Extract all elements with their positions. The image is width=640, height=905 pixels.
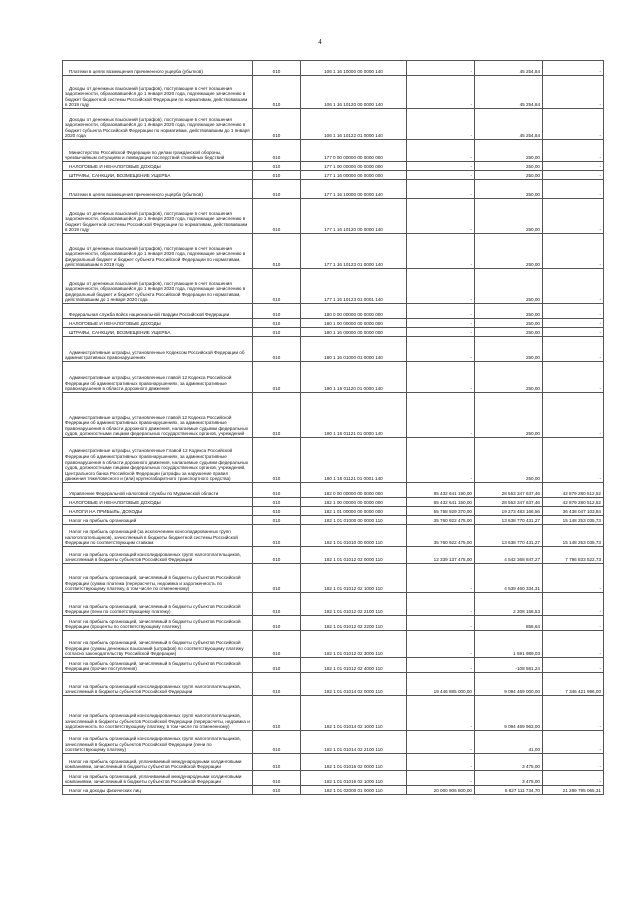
row-name-cell: Налог на прибыль организаций (63, 516, 253, 525)
row-name-cell: Налог на прибыль организаций, зачисляемый в бюджеты субъектов Российской Федерации (суммы денежных взысканий (штрафов) по соответствующему платежу согласно законодательству Российской Федерации) (63, 631, 253, 658)
table-row (63, 731, 604, 754)
row-rest-cell: - (543, 616, 604, 631)
row-rest-cell: - (543, 140, 604, 162)
row-plan-cell: 12 339 137 475,00 (407, 547, 475, 564)
row-rest-cell: - (543, 696, 604, 731)
row-exec-cell: 19 273 483 166,56 (475, 507, 543, 516)
row-code-cell: 010 (253, 109, 301, 140)
row-plan-cell: - (407, 438, 475, 483)
row-exec-cell: 13 638 770 431,27 (475, 525, 543, 547)
row-code-cell: 010 (253, 269, 301, 304)
table-body (63, 61, 604, 795)
row-exec-cell: 28 553 347 637,46 (475, 483, 543, 498)
row-name-cell: Доходы от денежных взысканий (штрафов), поступающие в счет погашения задолженности, образовавшейся до 1 января 2020 года, подлежащие зачислению в федеральный бюджет и бюджет субъекта Российской Федерации по нормативам, действовавшим до 1 января 2020 года (63, 269, 253, 304)
row-plan-cell: 35 760 922 475,00 (407, 516, 475, 525)
page-number: 4 (318, 38, 322, 46)
row-name-cell: Административные штрафы, установленные главой 12 Кодекса Российской Федерации об административных правонарушениях, за административные правонарушения в области дорожного движения, налагаемые судьями федеральных судов, должностными лицами федеральных государственных органов, учреждений (63, 393, 253, 438)
row-exec-cell: 3 475,00 (475, 771, 543, 786)
row-rest-cell: - (543, 731, 604, 754)
row-plan-cell: - (407, 658, 475, 673)
row-exec-cell: 28 553 347 637,46 (475, 498, 543, 507)
row-kbk-cell: 177 1 16 10000 00 0000 140 (301, 180, 407, 199)
row-exec-cell: -108 581,24 (475, 658, 543, 673)
row-kbk-cell: 182 1 00 00000 00 0000 000 (301, 498, 407, 507)
row-rest-cell: 15 148 253 035,73 (543, 516, 604, 525)
row-exec-cell: 250,00 (475, 319, 543, 328)
row-kbk-cell: 177 1 16 00000 00 0000 000 (301, 171, 407, 180)
row-code-cell: 010 (253, 786, 301, 795)
row-code-cell: 010 (253, 731, 301, 754)
row-name-cell: Платежи в целях возмещения причиненного ущерба (убытков) (63, 61, 253, 76)
row-rest-cell: - (543, 337, 604, 362)
row-name-cell: Налог на прибыль организаций консолидированных групп налогоплательщиков, зачисляемый в бюджеты субъектов Российской Федерации (пени по соответствующему платежу) (63, 731, 253, 754)
row-exec-cell: 250,00 (475, 234, 543, 269)
row-kbk-cell: 182 1 01 01000 00 0000 110 (301, 516, 407, 525)
table-row (63, 76, 604, 109)
row-code-cell: 010 (253, 76, 301, 109)
row-name-cell: Управление Федеральной налоговой службы по Мурманской области (63, 483, 253, 498)
row-code-cell: 010 (253, 754, 301, 771)
row-plan-cell: - (407, 593, 475, 616)
row-code-cell: 010 (253, 362, 301, 393)
row-name-cell: НАЛОГОВЫЕ И НЕНАЛОГОВЫЕ ДОХОДЫ (63, 498, 253, 507)
row-plan-cell: - (407, 61, 475, 76)
row-rest-cell: - (543, 593, 604, 616)
table-row (63, 140, 604, 162)
row-kbk-cell: 180 1 16 01000 01 0000 140 (301, 337, 407, 362)
row-kbk-cell: 180 1 16 00000 00 0000 000 (301, 328, 407, 337)
row-name-cell: Платежи в целях возмещения причиненного ущерба (убытков) (63, 180, 253, 199)
row-exec-cell: 9 094 469 963,00 (475, 696, 543, 731)
row-code-cell: 010 (253, 162, 301, 171)
row-name-cell: Налог на прибыль организаций консолидированных групп налогоплательщиков, зачисляемый в бюджеты субъектов Российской Федерации (перерасчеты, недоимка и задолженность по соответствующему платежу, в том числе по отмененному) (63, 696, 253, 731)
row-name-cell: Налог на прибыль организаций (за исключением консолидированных групп налогоплательщиков), зачисляемый в бюджеты бюджетной системы Российской Федерации по соответствующим ставкам (63, 525, 253, 547)
row-name-cell: Налог на прибыль организаций консолидированных групп налогоплательщиков, зачисляемый в бюджеты субъектов Российской Федерации (63, 673, 253, 696)
row-code-cell: 010 (253, 631, 301, 658)
row-rest-cell: - (543, 328, 604, 337)
row-plan-cell: - (407, 362, 475, 393)
table-row (63, 393, 604, 438)
row-code-cell: 010 (253, 234, 301, 269)
row-rest-cell: - (543, 61, 604, 76)
row-kbk-cell: 180 0 00 00000 00 0000 000 (301, 304, 407, 319)
row-code-cell: 010 (253, 516, 301, 525)
table-row (63, 304, 604, 319)
row-kbk-cell: 182 1 01 01014 02 0000 110 (301, 673, 407, 696)
row-code-cell: 010 (253, 483, 301, 498)
row-rest-cell: 21 289 795 065,31 (543, 786, 604, 795)
row-name-cell: НАЛОГОВЫЕ И НЕНАЛОГОВЫЕ ДОХОДЫ (63, 319, 253, 328)
row-code-cell: 010 (253, 673, 301, 696)
row-kbk-cell: 182 1 01 01012 02 2100 110 (301, 593, 407, 616)
row-kbk-cell: 182 1 01 01016 02 0000 110 (301, 754, 407, 771)
row-kbk-cell: 182 1 01 01014 02 1000 110 (301, 696, 407, 731)
row-exec-cell: 4 542 368 847,27 (475, 547, 543, 564)
row-rest-cell: - (543, 171, 604, 180)
row-kbk-cell: 182 1 01 01010 00 0000 110 (301, 525, 407, 547)
row-kbk-cell: 106 1 16 10000 00 0000 140 (301, 61, 407, 76)
row-name-cell: ШТРАФЫ, САНКЦИИ, ВОЗМЕЩЕНИЕ УЩЕРБА (63, 171, 253, 180)
row-kbk-cell: 182 1 01 01012 02 1000 110 (301, 564, 407, 593)
row-kbk-cell: 180 1 00 00000 00 0000 000 (301, 319, 407, 328)
row-plan-cell: - (407, 319, 475, 328)
row-name-cell: Налог на прибыль организаций, зачисляемый в бюджеты субъектов Российской Федерации (прочие поступления) (63, 658, 253, 673)
table-row (63, 754, 604, 771)
row-rest-cell: - (543, 180, 604, 199)
row-exec-cell: 250,00 (475, 304, 543, 319)
row-rest-cell: - (543, 234, 604, 269)
row-exec-cell: 250,00 (475, 171, 543, 180)
row-code-cell: 010 (253, 771, 301, 786)
table-row (63, 616, 604, 631)
row-code-cell: 010 (253, 498, 301, 507)
table-row (63, 696, 604, 731)
row-kbk-cell: 106 1 16 10122 01 0000 140 (301, 109, 407, 140)
table-row (63, 162, 604, 171)
row-code-cell: 010 (253, 564, 301, 593)
row-name-cell: Доходы от денежных взысканий (штрафов), поступающие в счет погашения задолженности, образовавшейся до 1 января 2020 года, подлежащие зачислению в бюджет бюджетной системы Российской Федерации по нормативам, действовавшим в 2019 году (63, 76, 253, 109)
row-plan-cell: - (407, 234, 475, 269)
row-rest-cell: - (543, 199, 604, 234)
row-code-cell: 010 (253, 658, 301, 673)
table-row (63, 516, 604, 525)
row-exec-cell: 41,00 (475, 731, 543, 754)
table-row (63, 199, 604, 234)
table-row (63, 337, 604, 362)
table-row (63, 673, 604, 696)
row-rest-cell: 42 879 280 512,52 (543, 483, 604, 498)
row-rest-cell: 15 148 253 035,73 (543, 525, 604, 547)
table-row (63, 658, 604, 673)
row-exec-cell: 45 254,84 (475, 76, 543, 109)
row-rest-cell: - (543, 162, 604, 171)
row-plan-cell: - (407, 616, 475, 631)
row-kbk-cell: 177 1 16 10123 01 0001 140 (301, 269, 407, 304)
row-kbk-cell: 180 1 16 01120 01 0000 140 (301, 362, 407, 393)
row-name-cell: Налог на прибыль организаций консолидированных групп налогоплательщиков, зачисляемый в бюджеты субъектов Российской Федерации (63, 547, 253, 564)
row-plan-cell: - (407, 199, 475, 234)
row-rest-cell: - (543, 631, 604, 658)
row-code-cell: 010 (253, 171, 301, 180)
table-row (63, 483, 604, 498)
row-exec-cell: 250,00 (475, 199, 543, 234)
row-kbk-cell: 182 1 01 01016 02 1000 110 (301, 771, 407, 786)
row-plan-cell: - (407, 76, 475, 109)
row-rest-cell: 36 438 047 103,84 (543, 507, 604, 516)
table-row (63, 438, 604, 483)
row-exec-cell: 1 591 989,03 (475, 631, 543, 658)
row-plan-cell: - (407, 328, 475, 337)
row-kbk-cell: 182 1 01 01012 02 4000 110 (301, 658, 407, 673)
row-plan-cell: - (407, 109, 475, 140)
row-code-cell: 010 (253, 199, 301, 234)
row-kbk-cell: 177 1 16 10123 01 0000 140 (301, 234, 407, 269)
row-name-cell: Федеральная служба войск национальной гвардии Российской Федерации (63, 304, 253, 319)
table-row (63, 319, 604, 328)
row-rest-cell: - (543, 438, 604, 483)
row-rest-cell: 7 796 833 522,73 (543, 547, 604, 564)
row-rest-cell: 42 879 280 512,52 (543, 498, 604, 507)
row-name-cell: Министерство Российской Федерации по делам гражданской обороны, чрезвычайным ситуациям и ликвидации последствий стихийных бедствий (63, 140, 253, 162)
table-row (63, 328, 604, 337)
row-plan-cell: - (407, 162, 475, 171)
row-kbk-cell: 182 1 01 02000 01 0000 110 (301, 786, 407, 795)
row-kbk-cell: 180 1 16 01121 01 0001 140 (301, 438, 407, 483)
row-name-cell: Доходы от денежных взысканий (штрафов), поступающие в счет погашения задолженности, образовавшейся до 1 января 2020 года, подлежащие зачислению в бюджет субъекта Российской Федерации по нормативам, действовавшим до 1 января 2020 года (63, 109, 253, 140)
revenue-table (62, 60, 604, 795)
row-code-cell: 010 (253, 319, 301, 328)
row-kbk-cell: 182 1 01 01012 02 0000 110 (301, 547, 407, 564)
row-exec-cell: 2 208 156,53 (475, 593, 543, 616)
row-plan-cell: 19 446 885 000,00 (407, 673, 475, 696)
row-exec-cell: 250,00 (475, 393, 543, 438)
table-row (63, 631, 604, 658)
row-kbk-cell: 106 1 16 10120 00 0000 140 (301, 76, 407, 109)
table-row (63, 525, 604, 547)
row-name-cell: Административные штрафы, установленные Главой 12 Кодекса Российской Федерации об административных правонарушениях, за административные правонарушения в области дорожного движения, налагаемые судьями федеральных судов, должностными лицами федеральных государственных органов, учреждений, Центрального банка Российской Федерации (штрафы за нарушение правил движения тяжеловесного и (или) крупногабаритного транспортного средства) (63, 438, 253, 483)
row-name-cell: Доходы от денежных взысканий (штрафов), поступающие в счет погашения задолженности, образовавшейся до 1 января 2020 года, подлежащие зачислению в бюджет бюджетной системы Российской Федерации по нормативам, действовавшим в 2019 году (63, 199, 253, 234)
row-plan-cell: - (407, 564, 475, 593)
table-row (63, 564, 604, 593)
table-row (63, 593, 604, 616)
row-name-cell: Налог на прибыль организаций, зачисляемый в бюджеты субъектов Российской Федерации (сумма платежа (перерасчеты, недоимка и задолженность по соответствующему платежу, в том числе по отмененному) (63, 564, 253, 593)
row-rest-cell: - (543, 304, 604, 319)
row-code-cell: 010 (253, 180, 301, 199)
row-plan-cell: - (407, 696, 475, 731)
row-exec-cell: 45 254,84 (475, 109, 543, 140)
row-plan-cell: 65 432 641 150,00 (407, 498, 475, 507)
row-name-cell: Налог на прибыль организаций, уплачиваемый международными холдинговыми компаниями, зачисляемый в бюджеты субъектов Российской Федерации (63, 771, 253, 786)
row-kbk-cell: 182 1 01 01012 02 3000 110 (301, 631, 407, 658)
table-row (63, 771, 604, 786)
row-kbk-cell: 180 1 16 01121 01 0000 140 (301, 393, 407, 438)
row-rest-cell: - (543, 658, 604, 673)
row-code-cell: 010 (253, 525, 301, 547)
row-code-cell: 010 (253, 393, 301, 438)
row-exec-cell: 45 254,84 (475, 61, 543, 76)
row-kbk-cell: 177 1 00 00000 00 0000 000 (301, 162, 407, 171)
row-exec-cell: 250,00 (475, 328, 543, 337)
row-exec-cell: 4 539 460 334,31 (475, 564, 543, 593)
row-plan-cell: - (407, 180, 475, 199)
table-row (63, 362, 604, 393)
row-exec-cell: 9 094 469 000,00 (475, 673, 543, 696)
table-row (63, 547, 604, 564)
row-plan-cell: - (407, 171, 475, 180)
row-code-cell: 010 (253, 616, 301, 631)
row-rest-cell: - (543, 393, 604, 438)
row-plan-cell: - (407, 631, 475, 658)
row-kbk-cell: 182 1 01 01014 02 2100 110 (301, 731, 407, 754)
row-rest-cell: - (543, 269, 604, 304)
row-exec-cell: 250,00 (475, 180, 543, 199)
row-plan-cell: - (407, 754, 475, 771)
row-name-cell: Налог на прибыль организаций, зачисляемый в бюджеты субъектов Российской Федерации (пени по соответствующему платежу) (63, 593, 253, 616)
row-code-cell: 010 (253, 304, 301, 319)
row-exec-cell: 856,64 (475, 616, 543, 631)
row-code-cell: 010 (253, 696, 301, 731)
row-name-cell: Административные штрафы, установленные Кодексом Российской Федерации об административных правонарушениях (63, 337, 253, 362)
row-code-cell: 010 (253, 140, 301, 162)
row-rest-cell: - (543, 564, 604, 593)
row-rest-cell: - (543, 76, 604, 109)
row-code-cell: 010 (253, 328, 301, 337)
row-rest-cell: - (543, 754, 604, 771)
row-name-cell: Налог на прибыль организаций, зачисляемый в бюджеты субъектов Российской Федерации (проценты по соответствующему платежу) (63, 616, 253, 631)
row-plan-cell: 20 000 906 800,00 (407, 786, 475, 795)
row-code-cell: 010 (253, 337, 301, 362)
row-plan-cell: 55 758 929 370,00 (407, 507, 475, 516)
row-plan-cell: - (407, 140, 475, 162)
row-exec-cell: 250,00 (475, 269, 543, 304)
row-code-cell: 010 (253, 438, 301, 483)
row-kbk-cell: 177 1 16 10120 00 0000 140 (301, 199, 407, 234)
row-exec-cell: 13 638 770 431,27 (475, 516, 543, 525)
table-row (63, 269, 604, 304)
table-row (63, 498, 604, 507)
row-kbk-cell: 182 0 00 00000 00 0000 000 (301, 483, 407, 498)
row-plan-cell: - (407, 771, 475, 786)
row-code-cell: 010 (253, 593, 301, 616)
row-code-cell: 010 (253, 61, 301, 76)
row-name-cell: НАЛОГИ НА ПРИБЫЛЬ, ДОХОДЫ (63, 507, 253, 516)
row-name-cell: НАЛОГОВЫЕ И НЕНАЛОГОВЫЕ ДОХОДЫ (63, 162, 253, 171)
table-row (63, 109, 604, 140)
table-row (63, 61, 604, 76)
row-name-cell: Административные штрафы, установленные главой 12 Кодекса Российской Федерации об административных правонарушениях, за административные правонарушения в области дорожного движения (63, 362, 253, 393)
row-exec-cell: 5 627 111 734,70 (475, 786, 543, 795)
row-rest-cell: - (543, 319, 604, 328)
row-kbk-cell: 177 0 00 00000 00 0000 000 (301, 140, 407, 162)
row-exec-cell: 3 475,00 (475, 754, 543, 771)
row-kbk-cell: 182 1 01 01012 02 2200 110 (301, 616, 407, 631)
table-row (63, 234, 604, 269)
row-code-cell: 010 (253, 507, 301, 516)
row-exec-cell: 250,00 (475, 362, 543, 393)
row-plan-cell: - (407, 337, 475, 362)
table-row (63, 171, 604, 180)
row-plan-cell: 35 760 922 475,00 (407, 525, 475, 547)
row-plan-cell: 85 432 641 190,00 (407, 483, 475, 498)
row-rest-cell: - (543, 771, 604, 786)
row-name-cell: ШТРАФЫ, САНКЦИИ, ВОЗМЕЩЕНИЕ УЩЕРБА (63, 328, 253, 337)
table-row (63, 507, 604, 516)
row-plan-cell: - (407, 393, 475, 438)
row-kbk-cell: 182 1 01 00000 00 0000 000 (301, 507, 407, 516)
row-name-cell: Налог на прибыль организаций, уплачиваемый международными холдинговыми компаниями, зачисляемый в бюджеты субъектов Российской Федерации (63, 754, 253, 771)
row-exec-cell: 250,00 (475, 162, 543, 171)
row-exec-cell: 250,00 (475, 337, 543, 362)
row-plan-cell: - (407, 269, 475, 304)
row-code-cell: 010 (253, 547, 301, 564)
row-rest-cell: - (543, 362, 604, 393)
table-row (63, 180, 604, 199)
row-plan-cell: - (407, 304, 475, 319)
table-row (63, 786, 604, 795)
row-plan-cell: - (407, 731, 475, 754)
row-exec-cell: 250,00 (475, 140, 543, 162)
row-name-cell: Доходы от денежных взысканий (штрафов), поступающие в счет погашения задолженности, образовавшейся до 1 января 2020 года, подлежащие зачислению в федеральный бюджет и бюджет субъекта Российской Федерации по нормативам, действовавшим в 2019 году (63, 234, 253, 269)
row-rest-cell: - (543, 109, 604, 140)
row-exec-cell: 250,00 (475, 438, 543, 483)
row-name-cell: Налог на доходы физических лиц (63, 786, 253, 795)
row-rest-cell: 7 346 421 996,00 (543, 673, 604, 696)
